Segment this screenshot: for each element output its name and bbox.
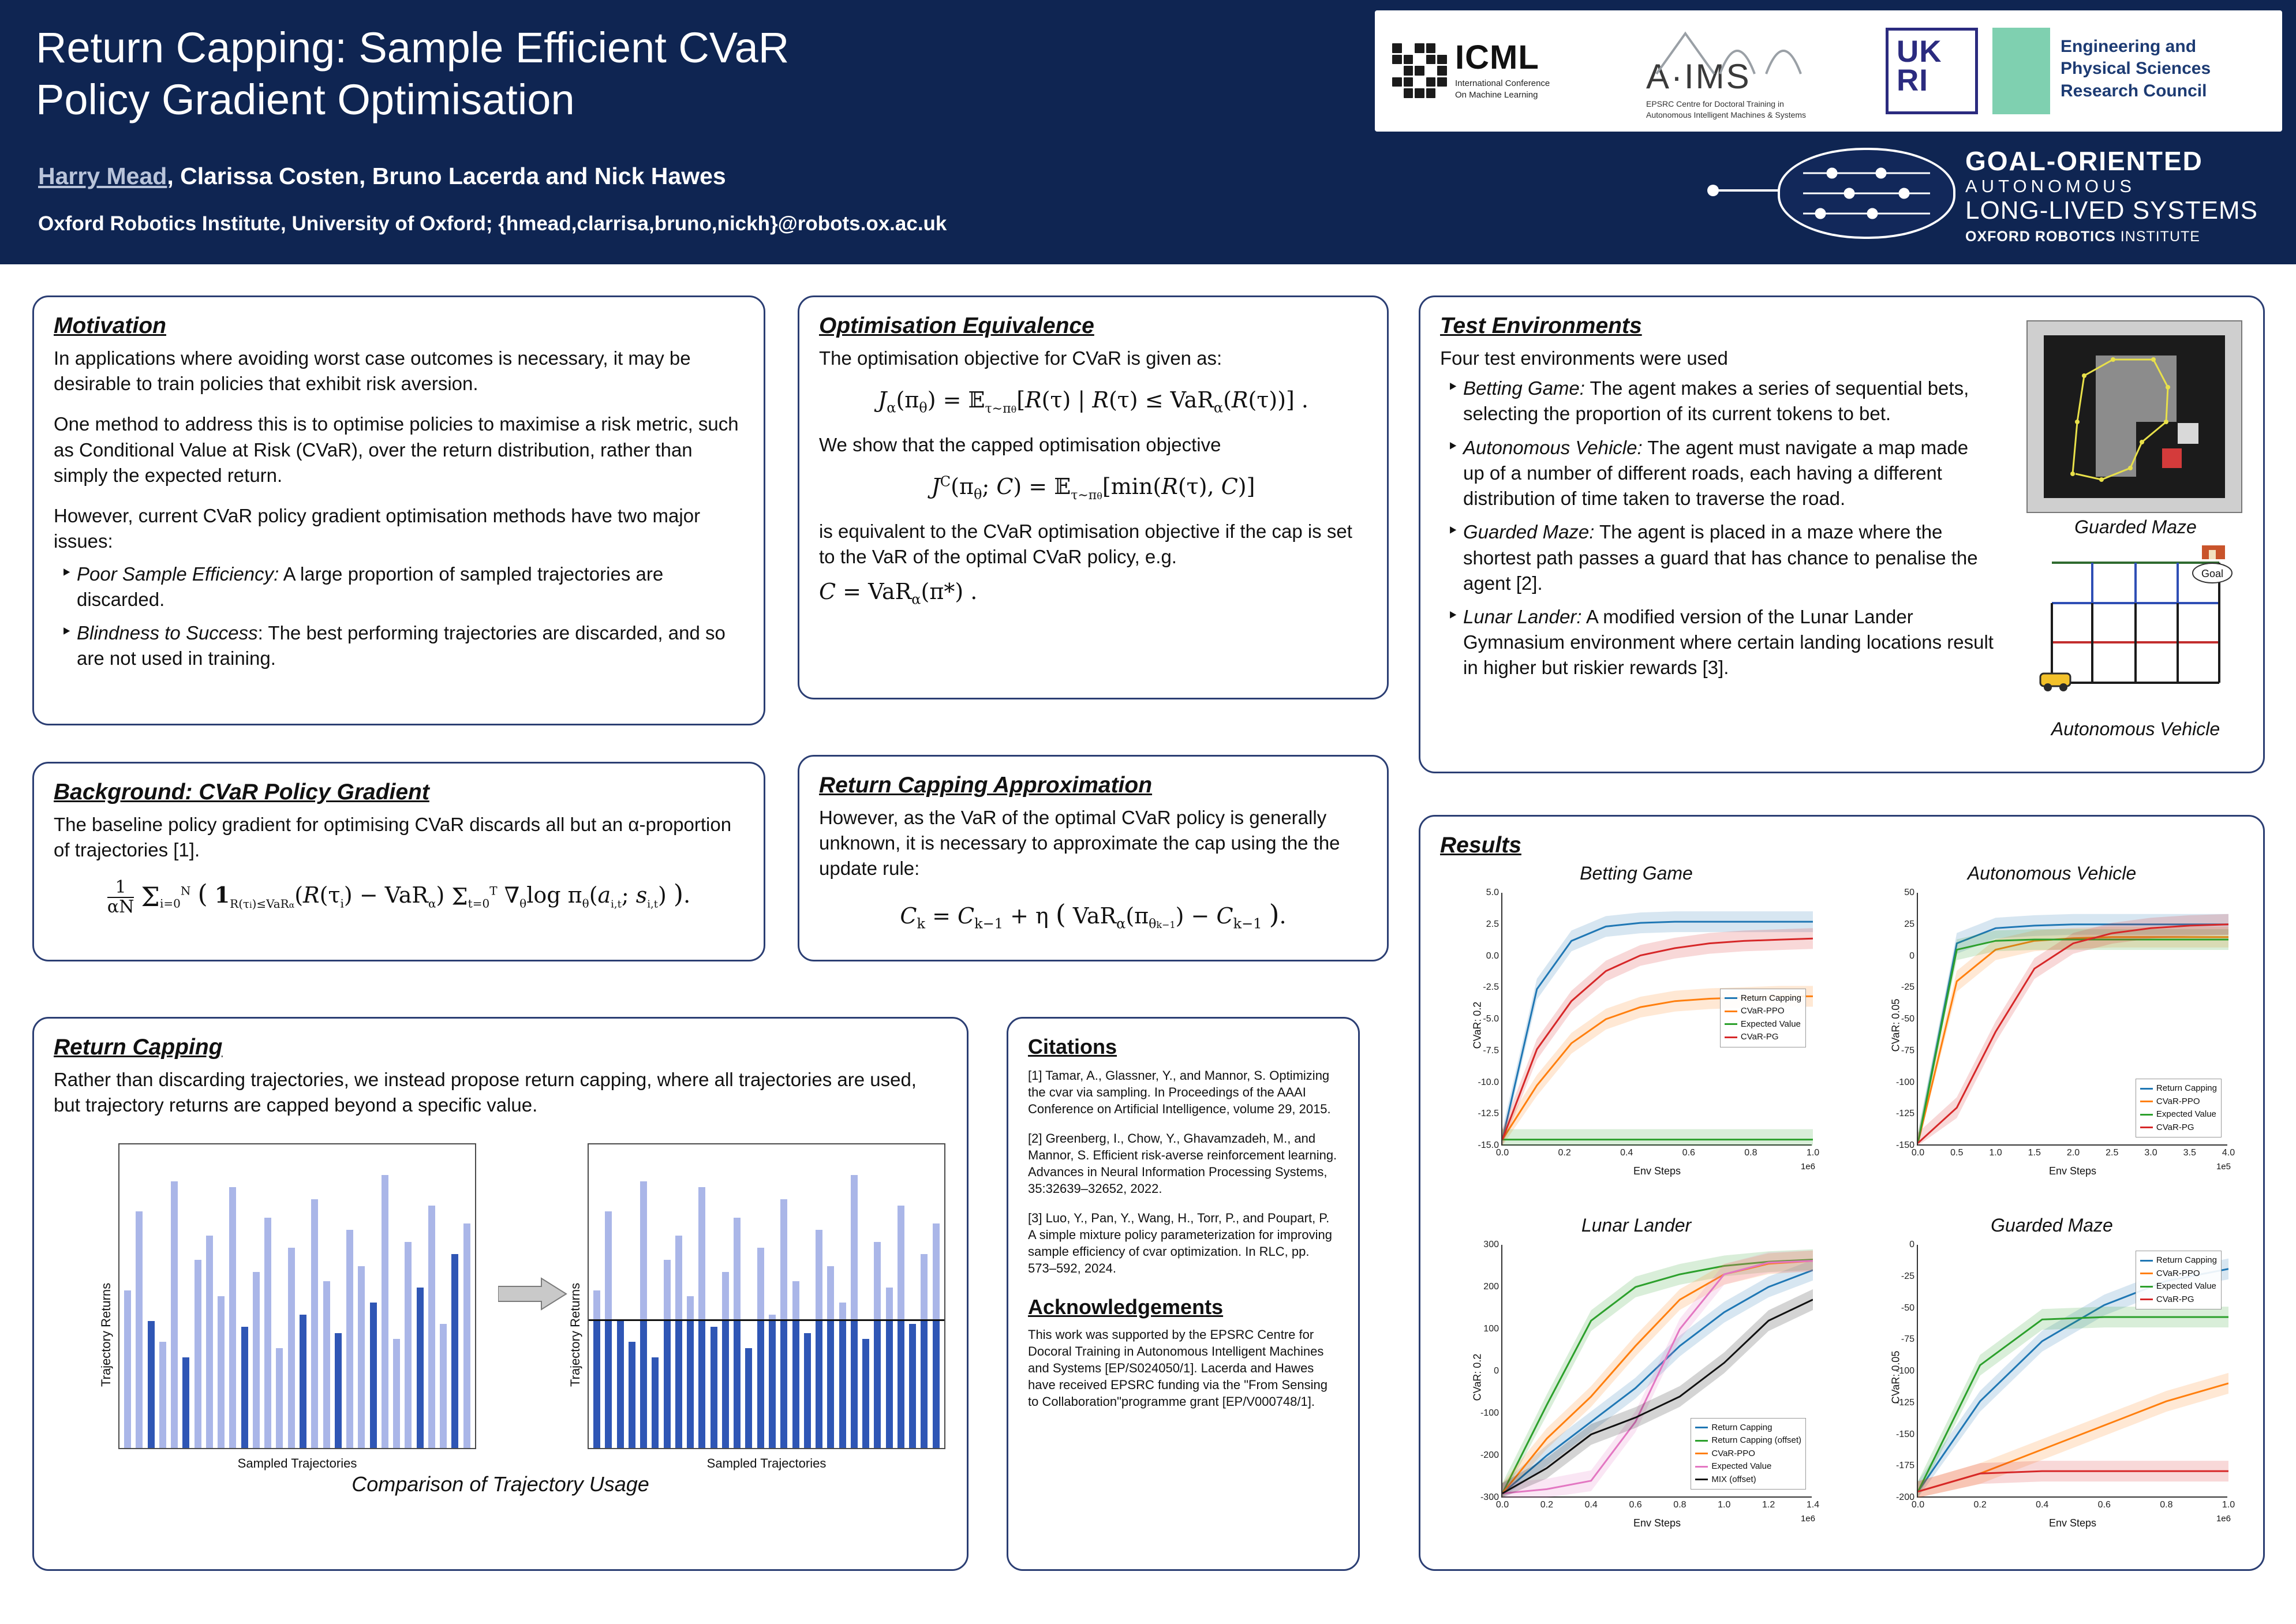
y-axis-label: CVaR: 0.05 <box>1890 998 1902 1052</box>
ukri-logo <box>1886 28 1978 114</box>
motivation-p2: One method to address this is to optimise policies to maximise a risk metric, such as Conditional Value at Risk (CVaR), over the return distribution, rather than simply the expected return. <box>54 413 739 486</box>
bar <box>711 1327 717 1448</box>
citation-item: [1] Tamar, A., Glassner, Y., and Mannor, S. Optimizing the cvar via sampling. In Proceedings of the AAAI Conference on Artificial Intelligence, volume 29, 2015. <box>1028 1068 1331 1117</box>
bar <box>675 1236 682 1448</box>
y-tick-label: -50 <box>1901 1014 1914 1024</box>
panel-title-citations: Citations <box>1028 1035 1117 1058</box>
motivation-p1: In applications where avoiding worst case outcomes is necessary, it may be desirable to train policies that exhibit risk aversion. <box>54 347 691 395</box>
bar <box>933 1223 940 1448</box>
aims-logo <box>1646 27 1871 119</box>
aims-arc-icon <box>1651 28 1870 78</box>
epsrc-line-1: Engineering and <box>2061 37 2197 56</box>
author-rest: , Clarissa Costen, Bruno Lacerda and Nick Hawes <box>167 163 726 189</box>
legend-label: CVaR-PG <box>2156 1294 2194 1304</box>
house-icon <box>2198 545 2228 559</box>
y-tick-label: -100 <box>1895 1366 1914 1376</box>
x-tick-label: 1.0 <box>2222 1500 2235 1510</box>
legend-label: Return Capping <box>2156 1083 2217 1093</box>
ukri-wordmark: UK RI <box>1897 35 1942 98</box>
rc-right-ylabel: Trajectory Returns <box>568 1283 582 1387</box>
x-tick-label: 0.4 <box>2036 1500 2049 1510</box>
plot-title: Autonomous Vehicle <box>1967 863 2137 884</box>
rc-right-xlabel: Sampled Trajectories <box>706 1456 827 1471</box>
bar <box>428 1206 435 1449</box>
y-tick-label: -100 <box>1480 1408 1499 1418</box>
chart-capped <box>588 1143 945 1449</box>
figure-caption: Comparison of Trajectory Usage <box>351 1472 649 1496</box>
bar <box>605 1211 612 1448</box>
panel-test-environments <box>1419 295 2265 773</box>
icml-wordmark: ICML <box>1455 39 1539 76</box>
y-tick-label: -75 <box>1901 1334 1914 1345</box>
icml-sub-1: International Conference <box>1455 78 1550 88</box>
panel-title-results: Results <box>1440 833 1521 858</box>
panel-background <box>32 762 765 961</box>
car-icon <box>2040 673 2070 691</box>
y-tick-label: -100 <box>1895 1077 1914 1087</box>
maze-canvas <box>2044 335 2225 498</box>
poster-header <box>0 0 2296 264</box>
panel-title-return-capping: Return Capping <box>54 1035 223 1060</box>
bar <box>909 1324 916 1449</box>
x-axis-exponent: 1e6 <box>1800 1514 1815 1524</box>
panel-title-background: Background: CVaR Policy Gradient <box>54 780 429 804</box>
opt-p3: is equivalent to the CVaR optimisation objective if the cap is set to the VaR of the optimal CVaR policy, e.g. <box>819 520 1352 567</box>
plot-frame <box>1890 888 2235 1177</box>
legend-label: CVaR-PPO <box>2156 1096 2200 1106</box>
svg-text:Goal: Goal <box>2201 568 2224 579</box>
panel-approximation <box>798 755 1389 961</box>
goals-network-icon <box>1780 150 1953 237</box>
x-axis-exponent: 1e6 <box>2216 1514 2231 1524</box>
return-capping-p1: Rather than discarding trajectories, we instead propose return capping, where all trajectories are used, but trajectory returns are capped beyond a specific value. <box>54 1069 917 1116</box>
bar <box>827 1266 834 1449</box>
x-tick-label: 0.8 <box>1673 1500 1687 1510</box>
y-tick-label: -7.5 <box>1483 1045 1499 1056</box>
y-tick-label: 0 <box>1909 951 1914 961</box>
plot-legend <box>1720 989 1806 1047</box>
x-tick-label: 0.5 <box>1950 1148 1964 1158</box>
bar <box>358 1266 365 1449</box>
opt-eq1: $J_\alpha(\pi_\theta)$ = 𝔼$_{\tau\sim\pi\theta}$[R(τ) | R(τ) ≤ VaR$_\alpha$(R(τ))] . <box>877 387 1308 416</box>
x-tick-label: 0.0 <box>1495 1148 1509 1158</box>
list-item: ‣ Lunar Lander: A modified version of the Lunar Lander Gymnasium environment where certain landing locations result in higher but riskier rewards [3]. <box>1440 604 1994 681</box>
approx-eq1: $C_k = C_{k-1} + \eta$ ( $VaR_\alpha(\pi_{\theta k-1}) - C_{k-1}$ ). <box>900 898 1287 932</box>
x-tick-label: 0.0 <box>1911 1148 1925 1158</box>
arrow-icon <box>498 1277 567 1311</box>
goals-line-icon <box>1714 189 1783 192</box>
y-tick-label: -300 <box>1480 1492 1499 1502</box>
plot-betting-game <box>1452 863 1821 1186</box>
rc-left-ylabel: Trajectory Returns <box>99 1283 113 1387</box>
plot-legend <box>1691 1418 1806 1490</box>
bar <box>264 1218 271 1449</box>
bar <box>335 1333 342 1449</box>
list-item: ‣ Betting Game: The agent makes a series of sequential bets, selecting the proportion of its current tokens to bet. <box>1440 376 1994 426</box>
legend-label: CVaR-PG <box>2156 1122 2194 1132</box>
road-grid-icon <box>2029 545 2242 713</box>
bar <box>862 1339 869 1448</box>
title-line-1: Return Capping: Sample Efficient CVaR <box>36 24 790 72</box>
panel-title-optimisation-equivalence: Optimisation Equivalence <box>819 313 1094 338</box>
bar <box>804 1333 811 1449</box>
legend-label: Expected Value <box>1711 1461 1772 1471</box>
x-tick-label: 2.0 <box>2066 1148 2080 1158</box>
bar <box>921 1254 928 1449</box>
panel-citations <box>1007 1017 1360 1571</box>
bar <box>816 1230 822 1449</box>
opt-p1: The optimisation objective for CVaR is given as: <box>819 347 1222 369</box>
x-tick-label: 0.6 <box>2097 1500 2111 1510</box>
x-tick-label: 0.0 <box>1911 1500 1925 1510</box>
y-tick-label: -50 <box>1901 1303 1914 1313</box>
y-tick-label: -200 <box>1895 1492 1914 1502</box>
icml-logo <box>1392 29 1635 113</box>
list-item: ‣ Autonomous Vehicle: The agent must navigate a map made up of a number of different roads, each having a different distribution of time taken to traverse the road. <box>1440 435 1994 512</box>
list-item: ‣ Guarded Maze: The agent is placed in a maze where the shortest path passes a guard that has chance to penalise the agent [2]. <box>1440 519 1994 596</box>
y-tick-label: -10.0 <box>1478 1077 1499 1087</box>
y-tick-label: 2.5 <box>1486 919 1499 929</box>
bar <box>229 1187 236 1448</box>
acknowledgements-text: This work was supported by the EPSRC Centre for Docoral Training in Autonomous Intelligent Machines and Systems [EP/S024050/1]. Lacerda and Hawes have received EPSRC funding via the "From Sensing to Collaboration"programme grant [EP/V000748/1]. <box>1028 1327 1328 1409</box>
autonomous-vehicle-caption: Autonomous Vehicle <box>2051 719 2220 739</box>
x-tick-label: 2.5 <box>2106 1148 2119 1158</box>
bar <box>851 1175 858 1448</box>
goals-logo <box>1703 137 2286 253</box>
x-tick-label: 0.8 <box>2160 1500 2173 1510</box>
plot-frame <box>1471 888 1820 1177</box>
y-tick-label: -2.5 <box>1483 982 1499 993</box>
legend-label: Expected Value <box>2156 1281 2216 1291</box>
x-axis-label: Env Steps <box>1633 1517 1681 1529</box>
x-tick-label: 0.8 <box>1744 1148 1757 1158</box>
bar <box>124 1290 131 1449</box>
y-tick-label: 0 <box>1909 1240 1914 1249</box>
y-tick-label: -150 <box>1895 1429 1914 1439</box>
bar <box>757 1248 764 1448</box>
x-tick-label: 1.2 <box>1762 1500 1775 1510</box>
y-tick-label: -200 <box>1480 1450 1499 1460</box>
bar <box>463 1223 470 1448</box>
background-p1: The baseline policy gradient for optimising CVaR discards all but an α-proportion of trajectories [1]. <box>54 814 732 861</box>
opt-eq3: C = VaR$_\alpha$(π*) . <box>819 579 978 608</box>
goals-oval-icon <box>1778 148 1955 239</box>
cap-line <box>589 1319 944 1321</box>
approx-p1: However, as the VaR of the optimal CVaR policy is generally unknown, it is necessary to approximate the cap using the the update rule: <box>819 807 1340 880</box>
x-tick-label: 0.6 <box>1629 1500 1642 1510</box>
goals-line-3: LONG-LIVED SYSTEMS <box>1965 196 2258 225</box>
legend-label: CVaR-PPO <box>1711 1448 1755 1458</box>
panel-title-approximation: Return Capping Approximation <box>819 773 1153 798</box>
plot-frame <box>1471 1240 1820 1529</box>
y-tick-label: -150 <box>1895 1140 1914 1150</box>
bar <box>451 1254 458 1449</box>
y-axis-label: CVaR: 0.2 <box>1471 1353 1483 1401</box>
panel-results <box>1419 815 2265 1571</box>
y-tick-label: -25 <box>1901 982 1914 993</box>
plot-frame <box>1890 1240 2235 1529</box>
bar <box>898 1206 904 1449</box>
x-tick-label: 0.2 <box>1973 1500 1987 1510</box>
plot-guarded-maze <box>1867 1215 2237 1538</box>
page-title <box>36 22 1352 126</box>
y-tick-label: 50 <box>1904 888 1914 897</box>
y-tick-label: 0.0 <box>1486 951 1499 961</box>
bar <box>440 1324 447 1449</box>
maze-caption: Guarded Maze <box>2074 517 2197 537</box>
legend-label: Return Capping <box>2156 1255 2217 1265</box>
y-tick-label: -5.0 <box>1483 1014 1499 1024</box>
bar <box>734 1218 741 1449</box>
plot-legend <box>2136 1251 2222 1309</box>
rc-left-xlabel: Sampled Trajectories <box>237 1456 357 1471</box>
goals-line-2: AUTONOMOUS <box>1965 175 2136 196</box>
x-tick-label: 4.0 <box>2222 1148 2235 1158</box>
bar <box>886 1288 893 1449</box>
plot-title: Betting Game <box>1580 863 1693 884</box>
x-tick-label: 3.5 <box>2183 1148 2196 1158</box>
author-list <box>38 163 726 190</box>
plot-title: Guarded Maze <box>1991 1215 2113 1236</box>
bar <box>393 1339 400 1448</box>
y-tick-label: -175 <box>1895 1461 1914 1471</box>
x-axis-label: Env Steps <box>1633 1165 1681 1177</box>
legend-label: Expected Value <box>1740 1019 1801 1029</box>
legend-label: CVaR-PPO <box>1740 1006 1785 1016</box>
y-tick-label: -25 <box>1901 1271 1914 1281</box>
legend-label: CVaR-PG <box>1740 1032 1779 1042</box>
x-tick-label: 1.0 <box>1806 1148 1820 1158</box>
logo-strip <box>1375 10 2282 132</box>
y-tick-label: -75 <box>1901 1045 1914 1056</box>
bar <box>288 1248 295 1448</box>
bar <box>136 1211 143 1448</box>
epsrc-logo <box>1992 28 2264 115</box>
motivation-p3: However, current CVaR policy gradient optimisation methods have two major issues: <box>54 505 701 552</box>
legend-label: Return Capping (offset) <box>1711 1435 1801 1445</box>
author-first: Harry Mead <box>38 163 167 189</box>
y-tick-label: -15.0 <box>1478 1140 1499 1150</box>
panel-motivation <box>32 295 765 725</box>
x-tick-label: 3.0 <box>2144 1148 2157 1158</box>
x-tick-label: 0.4 <box>1620 1148 1633 1158</box>
x-axis-exponent: 1e5 <box>2216 1162 2231 1172</box>
bar <box>617 1321 624 1449</box>
panel-title-test-environments: Test Environments <box>1440 313 1642 338</box>
panel-optimisation-equivalence <box>798 295 1389 699</box>
list-item: ‣ Poor Sample Efficiency: A large proportion of sampled trajectories are discarded. <box>54 562 744 612</box>
icml-sub-2: On Machine Learning <box>1455 89 1538 100</box>
bar <box>182 1357 189 1449</box>
legend-label: Return Capping <box>1711 1422 1773 1432</box>
panel-return-capping <box>32 1017 968 1571</box>
x-tick-label: 0.0 <box>1495 1500 1509 1510</box>
opt-eq2: $J^C(\pi_\theta$; C) = 𝔼$_{\tau\sim\pi\theta}$[min(R(τ), C)] <box>931 473 1255 503</box>
background-equation: $\frac{1}{\alpha N}$ $\Sigma_{i=0}^N$ ( $1_{R(\tau i)\le VaR\alpha}(R(\tau_i) - VaR_\alpha)$ $\Sigma_{t=0}^T$ $\nabla_\theta\log$ $\pi_\theta(a_{i,t}$; $s_{i,t}$) ). <box>107 877 691 917</box>
bar <box>323 1281 330 1448</box>
bar <box>664 1260 671 1448</box>
test-env-bullets <box>1440 376 1994 680</box>
epsrc-line-3: Research Council <box>2061 81 2207 100</box>
x-tick-label: 1.0 <box>1718 1500 1731 1510</box>
goals-line-4: OXFORD ROBOTICS INSTITUTE <box>1965 228 2200 245</box>
bar <box>382 1175 388 1448</box>
panel-title-acknowledgements: Acknowledgements <box>1028 1295 1224 1319</box>
x-tick-label: 0.4 <box>1584 1500 1598 1510</box>
bar <box>241 1327 248 1448</box>
motivation-bullets <box>54 562 744 672</box>
legend-label: Expected Value <box>2156 1109 2216 1119</box>
bar <box>874 1242 881 1449</box>
bar <box>722 1272 729 1448</box>
aims-sub-2: Autonomous Intelligent Machines & Systems <box>1646 110 1807 119</box>
epsrc-mark-icon <box>1992 28 2050 114</box>
bar <box>698 1187 705 1448</box>
bar <box>640 1181 647 1449</box>
x-tick-label: 0.6 <box>1682 1148 1695 1158</box>
icml-dots-icon <box>1392 43 1447 98</box>
affiliation: Oxford Robotics Institute, University of Oxford; {hmead,clarrisa,bruno,nickh}@robots.ox.ac.uk <box>38 212 947 235</box>
bar <box>300 1315 306 1448</box>
list-item: ‣ Blindness to Success: The best performing trajectories are discarded, and so are not used in training. <box>54 620 744 671</box>
x-axis-label: Env Steps <box>2048 1517 2097 1529</box>
maze-graph-icon <box>2044 335 2225 498</box>
y-tick-label: -12.5 <box>1478 1109 1499 1119</box>
goals-line-1: GOAL-ORIENTED <box>1965 146 2203 176</box>
chart-uncapped <box>118 1143 476 1449</box>
legend-label: CVaR-PPO <box>2156 1268 2200 1278</box>
legend-label: Return Capping <box>1740 993 1801 1003</box>
bar <box>206 1236 213 1448</box>
plot-title: Lunar Lander <box>1581 1215 1692 1236</box>
bar <box>652 1357 659 1449</box>
x-axis-exponent: 1e6 <box>1800 1162 1815 1172</box>
bar <box>370 1303 377 1448</box>
opt-p2: We show that the capped optimisation objective <box>819 433 1221 455</box>
trajectory-usage-figure <box>54 1133 947 1502</box>
bar <box>195 1260 201 1448</box>
bar <box>792 1281 799 1448</box>
bar <box>159 1342 166 1448</box>
x-tick-label: 1.0 <box>1989 1148 2002 1158</box>
y-tick-label: 25 <box>1904 919 1914 929</box>
bar <box>148 1321 155 1449</box>
bar <box>780 1199 787 1448</box>
y-axis-label: CVaR: 0.05 <box>1890 1350 1902 1404</box>
plot-legend <box>2136 1079 2222 1137</box>
epsrc-line-2: Physical Sciences <box>2061 59 2211 78</box>
bar <box>769 1315 776 1448</box>
y-tick-label: 300 <box>1483 1240 1499 1249</box>
bar <box>276 1348 283 1449</box>
goal-label-badge <box>2193 563 2232 583</box>
y-tick-label: 200 <box>1483 1282 1499 1292</box>
aims-sub-1: EPSRC Centre for Doctoral Training in <box>1646 99 1784 108</box>
x-tick-label: 0.2 <box>1558 1148 1571 1158</box>
legend-label: MIX (offset) <box>1711 1474 1756 1484</box>
bar <box>218 1296 225 1448</box>
y-axis-label: CVaR: 0.2 <box>1471 1001 1483 1049</box>
test-env-intro: Four test environments were used <box>1440 347 1728 369</box>
bar <box>311 1199 318 1448</box>
y-tick-label: 5.0 <box>1486 888 1499 897</box>
bar <box>629 1342 635 1448</box>
bar <box>593 1290 600 1449</box>
x-tick-label: 0.2 <box>1540 1500 1553 1510</box>
x-tick-label: 1.4 <box>1806 1500 1820 1510</box>
bar <box>346 1230 353 1449</box>
y-tick-label: -125 <box>1895 1397 1914 1408</box>
bar <box>171 1181 178 1449</box>
bar <box>745 1348 752 1449</box>
title-line-2: Policy Gradient Optimisation <box>36 76 575 124</box>
citation-item: [3] Luo, Y., Pan, Y., Wang, H., Torr, P., and Poupart, P. A simple mixture policy parameterization for improving sample efficiency of cvar optimization. In RLC, pp. 573–592, 2024. <box>1028 1211 1332 1276</box>
results-plot-grid <box>1440 863 2248 1544</box>
plot-autonomous-vehicle <box>1867 863 2237 1186</box>
bar <box>417 1288 424 1449</box>
panel-title-motivation: Motivation <box>54 313 166 338</box>
y-tick-label: -125 <box>1895 1109 1914 1119</box>
y-tick-label: 100 <box>1483 1324 1499 1334</box>
guarded-maze-image <box>2026 320 2242 513</box>
y-tick-label: 0 <box>1494 1366 1499 1376</box>
aims-wordmark: A·IMS <box>1646 57 1751 96</box>
x-axis-label: Env Steps <box>2048 1165 2097 1177</box>
bar <box>253 1272 260 1448</box>
bar <box>405 1242 412 1449</box>
citation-item: [2] Greenberg, I., Chow, Y., Ghavamzadeh, M., and Mannor, S. Efficient risk-averse reinforcement learning. Advances in Neural Information Processing Systems, 35:32639–32652, 2022. <box>1028 1131 1337 1196</box>
x-tick-label: 1.5 <box>2028 1148 2041 1158</box>
bar <box>839 1303 846 1448</box>
plot-lunar-lander <box>1452 1215 1821 1538</box>
autonomous-vehicle-image <box>2029 545 2242 713</box>
